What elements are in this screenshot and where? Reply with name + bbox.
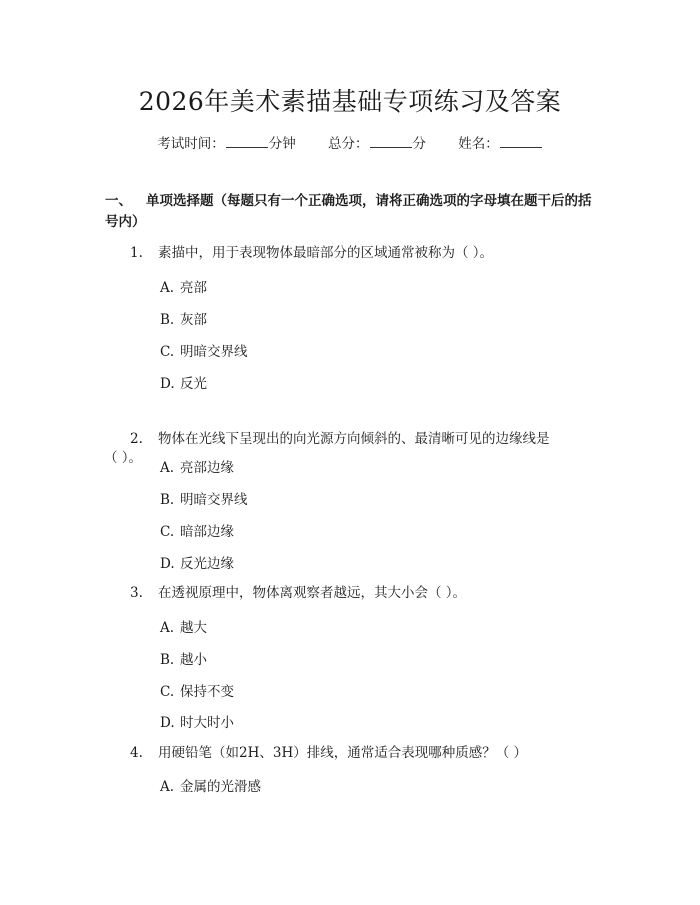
option-text: 暗部边缘 [180, 524, 234, 540]
name-label: 姓名： [458, 136, 499, 152]
option-letter: A. [160, 620, 175, 636]
option-text: 金属的光滑感 [180, 779, 261, 795]
question-text: 用硬铅笔（如2H、3H）排线，通常适合表现哪种质感？（ ） [158, 745, 528, 761]
option-text: 灰部 [180, 312, 207, 328]
question-4 [130, 743, 527, 764]
option-letter: D. [160, 715, 175, 731]
section-number: 一、 [105, 193, 132, 209]
exam-time-label: 考试时间： [157, 136, 225, 152]
question-text: （ ）。 [104, 450, 143, 466]
q3-option-d[interactable] [160, 711, 234, 731]
option-text: 保持不变 [180, 684, 234, 700]
option-letter: B. [160, 312, 175, 328]
option-text: 反光边缘 [180, 556, 234, 572]
option-letter: B. [160, 652, 175, 668]
q3-option-a[interactable] [160, 616, 207, 636]
question-number: 1. [130, 245, 143, 261]
q2-option-c[interactable] [160, 520, 234, 540]
question-2 [130, 429, 550, 450]
q2-option-d[interactable] [160, 552, 234, 572]
section-heading [105, 191, 600, 233]
option-text: 亮部 [180, 280, 207, 296]
option-letter: C. [160, 684, 175, 700]
q1-option-a[interactable] [160, 276, 207, 296]
option-letter: A. [160, 280, 175, 296]
q3-option-c[interactable] [160, 680, 234, 700]
question-text: 在透视原理中，物体离观察者越远，其大小会（ ）。 [158, 585, 467, 601]
exam-info-line [0, 132, 700, 152]
q3-option-b[interactable] [160, 648, 207, 668]
question-text: 素描中，用于表现物体最暗部分的区域通常被称为（ ）。 [158, 245, 494, 261]
option-letter: C. [160, 524, 175, 540]
total-score-label: 总分： [328, 136, 369, 152]
q2-option-a[interactable] [160, 456, 234, 476]
option-letter: C. [160, 344, 175, 360]
q1-option-d[interactable] [160, 372, 207, 392]
option-text: 越小 [180, 652, 207, 668]
q1-option-c[interactable] [160, 340, 248, 360]
option-text: 反光 [180, 376, 207, 392]
section-text: 单项选择题（每题只有一个正确选项，请将正确选项的字母填在题干后的括号内） [105, 193, 592, 230]
option-letter: D. [160, 376, 175, 392]
exam-time-field [157, 136, 300, 152]
question-3 [130, 583, 466, 604]
question-number: 3. [130, 585, 143, 601]
option-letter: A. [160, 779, 175, 795]
option-letter: D. [160, 556, 175, 572]
option-text: 亮部边缘 [180, 460, 234, 476]
total-score-blank[interactable] [370, 134, 412, 148]
question-1 [130, 243, 493, 264]
option-letter: B. [160, 492, 175, 508]
question-number: 2. [130, 431, 143, 447]
q2-option-b[interactable] [160, 488, 248, 508]
question-2-continuation [104, 448, 142, 469]
option-text: 时大时小 [180, 715, 234, 731]
question-number: 4. [130, 745, 143, 761]
option-text: 明暗交界线 [180, 344, 248, 360]
option-text: 越大 [180, 620, 207, 636]
option-letter: A. [160, 460, 175, 476]
total-score-field [328, 136, 430, 152]
document-title: 2026年美术素描基础专项练习及答案 [138, 87, 562, 116]
exam-time-blank[interactable] [226, 134, 268, 148]
q1-option-b[interactable] [160, 308, 207, 328]
name-field [458, 136, 543, 152]
option-text: 明暗交界线 [180, 492, 248, 508]
exam-time-unit: 分钟 [268, 136, 296, 152]
q4-option-a[interactable] [160, 775, 261, 795]
name-blank[interactable] [500, 134, 542, 148]
question-text: 物体在光线下呈现出的向光源方向倾斜的、最清晰可见的边缘线是 [158, 431, 550, 447]
total-score-unit: 分 [412, 136, 426, 152]
